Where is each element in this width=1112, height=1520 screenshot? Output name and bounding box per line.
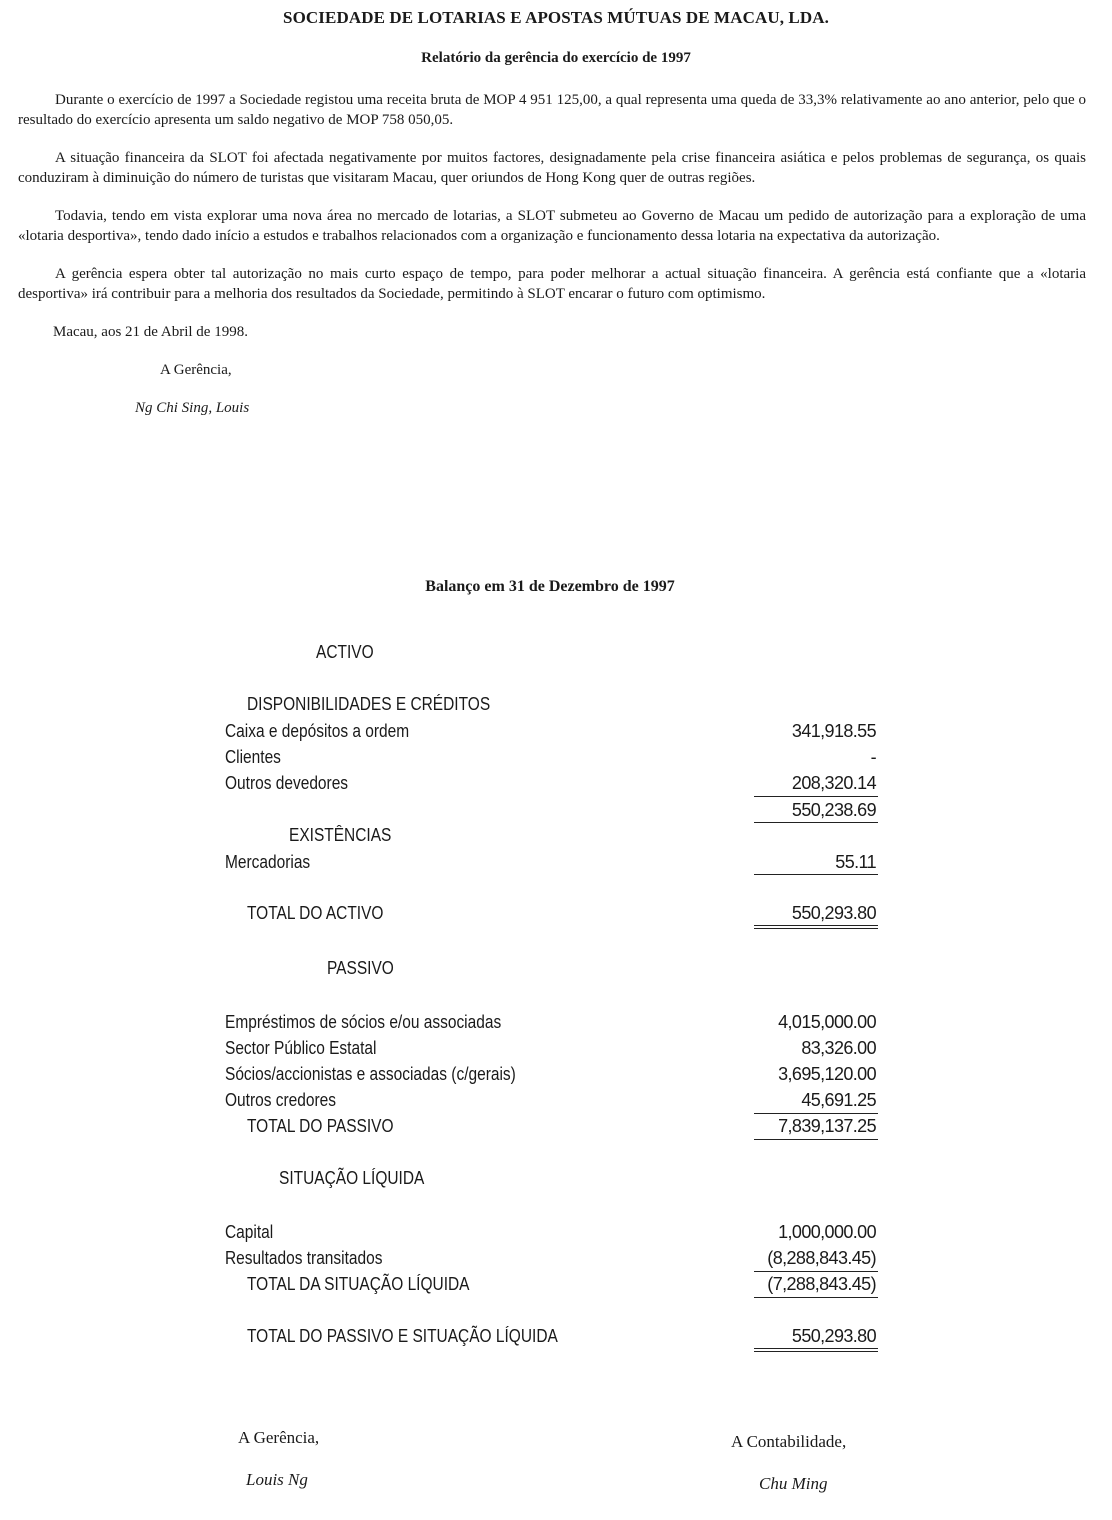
passivo-heading: PASSIVO xyxy=(327,958,394,978)
line-item-label: Sector Público Estatal xyxy=(225,1038,377,1058)
subtotal-amount: 550,238.69 xyxy=(791,800,876,820)
report-paragraph: A gerência espera obter tal autorização no mais curto espaço de tempo, para poder melhorar a actual situação financeira. A gerência está confiante que a «lotaria desportiva» irá contribuir para a melhoria dos resultados da Sociedade, permitindo à SLOT encarar o futuro com optimismo. xyxy=(18,266,1086,302)
underline xyxy=(754,796,878,797)
grand-total-label: TOTAL DO PASSIVO E SITUAÇÃO LÍQUIDA xyxy=(247,1326,558,1346)
total-activo-amount: 550,293.80 xyxy=(791,903,876,923)
underline xyxy=(754,1271,878,1272)
line-item-label: Outros devedores xyxy=(225,773,349,793)
line-item-amount: 1,000,000.00 xyxy=(778,1222,876,1242)
total-passivo-amount: 7,839,137.25 xyxy=(778,1116,876,1136)
total-situacao-label: TOTAL DA SITUAÇÃO LÍQUIDA xyxy=(247,1274,470,1294)
line-item-label: Sócios/accionistas e associadas (c/gerais) xyxy=(225,1064,516,1084)
underline xyxy=(754,874,878,875)
total-situacao-amount: (7,288,843.45) xyxy=(767,1274,876,1294)
underline xyxy=(754,1297,878,1298)
situacao-heading: SITUAÇÃO LÍQUIDA xyxy=(279,1168,425,1188)
double-underline xyxy=(754,925,878,929)
management-report xyxy=(18,90,1086,418)
report-paragraph: Todavia, tendo em vista explorar uma nova área no mercado de lotarias, a SLOT submeteu ao Governo de Macau um pedido de autorização para a exploração de uma «lotaria desportiva», tendo dado início a estudos e trabalhos relacionados com a organização e funcionamento dessa lotaria na expectativa da autorização. xyxy=(18,208,1086,244)
line-item-amount: 4,015,000.00 xyxy=(778,1012,876,1032)
signature-role-left: A Gerência, xyxy=(238,1428,320,1447)
disponibilidades-heading: DISPONIBILIDADES E CRÉDITOS xyxy=(247,694,491,714)
line-item-label: Clientes xyxy=(225,747,281,767)
signatory-role: A Gerência, xyxy=(160,362,232,378)
line-item-amount: 55.11 xyxy=(835,852,876,872)
line-item-amount: 83,326.00 xyxy=(801,1038,876,1058)
total-passivo-label: TOTAL DO PASSIVO xyxy=(247,1116,394,1136)
report-paragraph: A situação financeira da SLOT foi afectada negativamente por muitos factores, designadamente pela crise financeira asiática e pelos problemas de segurança, os quais conduziram à diminuição do número de turistas que visitaram Macau, quer oriundos de Hong Kong quer de outras regiões. xyxy=(18,150,1086,186)
place-date: Macau, aos 21 de Abril de 1998. xyxy=(53,324,248,340)
line-item-amount: 341,918.55 xyxy=(791,721,876,741)
underline xyxy=(754,822,878,823)
total-activo-label: TOTAL DO ACTIVO xyxy=(247,903,384,923)
report-paragraph: Durante o exercício de 1997 a Sociedade registou uma receita bruta de MOP 4 951 125,00, a qual representa uma queda de 33,3% relativamente ao ano anterior, pelo que o resultado do exercício apresenta um saldo negativo de MOP 758 050,05. xyxy=(18,92,1086,128)
underline xyxy=(754,1139,878,1140)
line-item-amount: - xyxy=(870,747,876,767)
signature-role-right: A Contabilidade, xyxy=(731,1432,847,1451)
line-item-label: Empréstimos de sócios e/ou associadas xyxy=(225,1012,502,1032)
double-underline xyxy=(754,1348,878,1352)
underline xyxy=(754,1113,878,1114)
company-name: SOCIEDADE DE LOTARIAS E APOSTAS MÚTUAS DE MACAU, LDA. xyxy=(283,8,829,27)
signature-name-left: Louis Ng xyxy=(246,1470,308,1489)
signature-name-right: Chu Ming xyxy=(759,1474,828,1493)
signatory-name: Ng Chi Sing, Louis xyxy=(135,400,250,416)
line-item-amount: 3,695,120.00 xyxy=(778,1064,876,1084)
report-title: Relatório da gerência do exercício de 1997 xyxy=(421,50,691,66)
line-item-label: Mercadorias xyxy=(225,852,311,872)
line-item-amount: 45,691.25 xyxy=(801,1090,876,1110)
line-item-label: Outros credores xyxy=(225,1090,336,1110)
line-item-amount: 208,320.14 xyxy=(791,773,876,793)
line-item-label: Capital xyxy=(225,1222,274,1242)
line-item-label: Caixa e depósitos a ordem xyxy=(225,721,410,741)
existencias-heading: EXISTÊNCIAS xyxy=(289,825,392,845)
balance-sheet-title: Balanço em 31 de Dezembro de 1997 xyxy=(425,578,675,595)
line-item-label: Resultados transitados xyxy=(225,1248,383,1268)
line-item-amount: (8,288,843.45) xyxy=(767,1248,876,1268)
grand-total-amount: 550,293.80 xyxy=(791,1326,876,1346)
activo-heading: ACTIVO xyxy=(316,642,374,662)
